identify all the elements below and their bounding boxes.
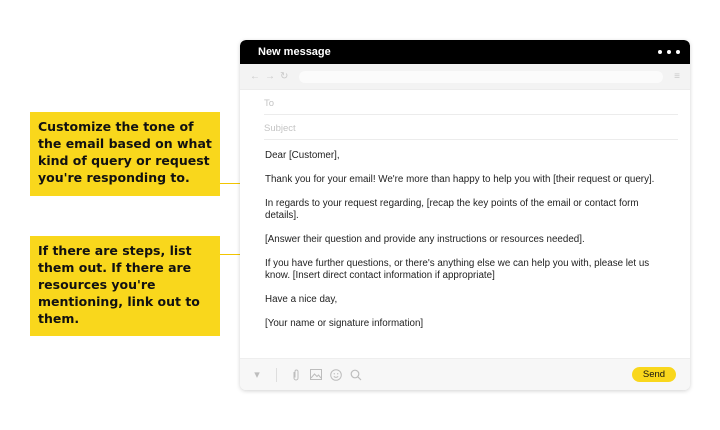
compose-footer xyxy=(240,358,690,390)
forward-icon[interactable]: → xyxy=(265,71,275,82)
subject-field[interactable] xyxy=(264,115,678,140)
reload-icon[interactable]: ↻ xyxy=(280,71,289,82)
caret-down-icon[interactable]: ▾ xyxy=(254,369,260,381)
search-icon[interactable] xyxy=(349,369,363,381)
menu-icon[interactable]: ≡ xyxy=(674,71,680,82)
email-paragraph-4: If you have further questions, or there's anything else we can help you with, please let us know. [Insert direct contact information if appropriate] xyxy=(265,258,650,281)
emoji-icon[interactable] xyxy=(329,369,343,381)
compose-titlebar xyxy=(240,40,690,64)
callout-tone-text: Customize the tone of the email based on what kind of query or request you're responding to. xyxy=(38,119,212,185)
callout-tone xyxy=(30,112,220,196)
email-paragraph-1: Thank you for your email! We're more than happy to help you with [their request or query]. xyxy=(265,174,655,185)
more-dots-icon[interactable] xyxy=(658,50,680,54)
to-placeholder: To xyxy=(264,98,275,109)
email-greeting: Dear [Customer], xyxy=(265,150,340,161)
email-paragraph-2: In regards to your request regarding, [recap the key points of the email or contact form details]. xyxy=(265,198,639,221)
email-paragraph-3: [Answer their question and provide any instructions or resources needed]. xyxy=(265,234,585,245)
email-closing: Have a nice day, xyxy=(265,294,338,305)
subject-placeholder: Subject xyxy=(264,123,296,134)
to-field[interactable] xyxy=(264,90,678,115)
email-signature: [Your name or signature information] xyxy=(265,318,424,329)
callout-steps xyxy=(30,236,220,336)
email-body[interactable] xyxy=(265,150,670,342)
url-bar[interactable] xyxy=(299,71,663,83)
compose-window xyxy=(240,40,690,390)
callout-steps-text: If there are steps, list them out. If there are resources you're mentioning, link out to them. xyxy=(38,243,200,326)
compose-title: New message xyxy=(258,46,331,58)
footer-divider xyxy=(276,368,277,382)
browser-toolbar xyxy=(240,64,690,90)
image-icon[interactable] xyxy=(309,369,323,380)
back-icon[interactable]: ← xyxy=(250,71,260,82)
send-button[interactable]: Send xyxy=(632,367,676,382)
attach-icon[interactable] xyxy=(289,369,303,381)
